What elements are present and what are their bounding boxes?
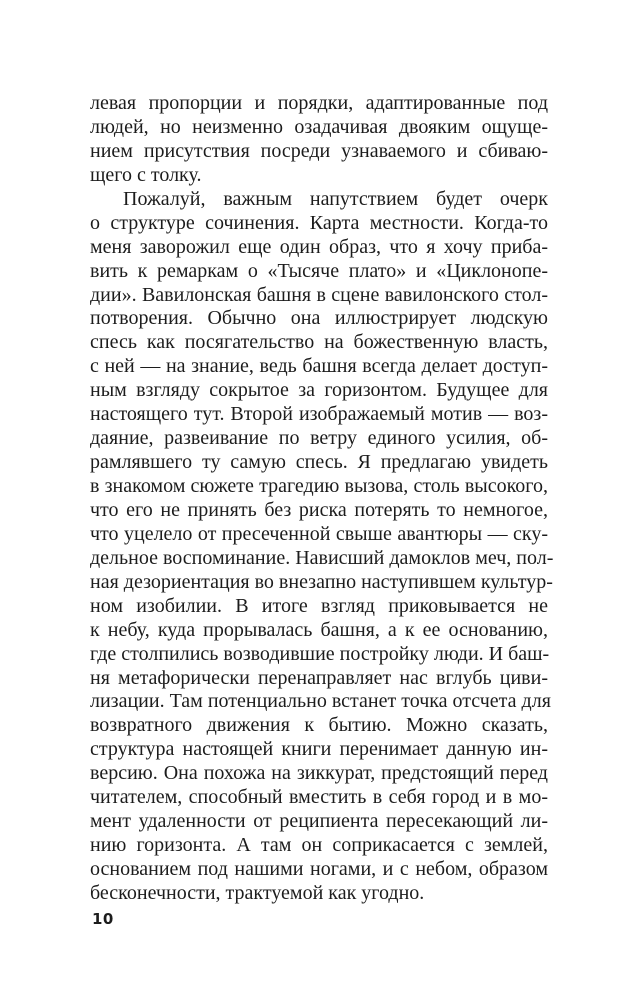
text-line: мент удаленности от реципиента пересекающий ли- — [90, 810, 548, 833]
text-line: настоящего тут. Второй изображаемый мотив — воз- — [90, 403, 548, 426]
text-line: к небу, куда прорывалась башня, а к ее основанию, — [90, 618, 548, 641]
text-line: в знакомом сюжете трагедию вызова, столь высокого, — [90, 475, 548, 497]
text-line: что уцелело от пресеченной свыше авантюры — ску- — [90, 522, 548, 545]
text-line: ня метафорически перенаправляет нас вглубь циви- — [90, 666, 548, 689]
text-line: даяние, развеивание по ветру единого усилия, об- — [90, 427, 548, 450]
text-line: ная дезориентация во внезапно наступившем культур- — [90, 570, 553, 593]
page-number: 10 — [92, 910, 114, 928]
text-line: о структуре сочинения. Карта местности. Когда-то — [90, 211, 548, 234]
text-line: Пожалуй, важным напутствием будет очерк — [123, 187, 548, 210]
text-line: где столпились возводившие постройку люди. И баш- — [90, 642, 550, 665]
text-line: что его не принять без риска потерять то немногое, — [90, 498, 548, 521]
text-line: возвратного движения к бытию. Можно сказать, — [90, 714, 548, 737]
text-line: бесконечности, трактуемой как угодно. — [90, 881, 425, 904]
text-line: потворения. Обычно она иллюстрирует людскую — [90, 307, 548, 330]
text-line: ном изобилии. В итоге взгляд приковывается не — [90, 594, 548, 617]
text-line: рамлявшего ту самую спесь. Я предлагаю увидеть — [90, 451, 548, 474]
text-line: версию. Она похожа на зиккурат, предстоящий перед — [90, 762, 548, 785]
text-line: читателем, способный вместить в себя город и в мо- — [90, 786, 548, 809]
text-line: нию горизонта. А там он соприкасается с землей, — [90, 834, 548, 857]
text-line: щего с толку. — [90, 163, 202, 186]
text-line: левая пропорции и порядки, адаптированные под — [90, 92, 548, 114]
text-line: вить к ремаркам о «Тысяче плато» и «Циклонопе- — [90, 259, 548, 282]
text-line: дии». Вавилонская башня в сцене вавилонского стол- — [90, 283, 548, 306]
text-line: дельное воспоминание. Нависший дамоклов меч, пол- — [90, 546, 554, 569]
text-line: спесь как посягательство на божественную власть, — [90, 331, 548, 354]
text-line: лизации. Там потенциально встанет точка отсчета для — [90, 690, 551, 713]
text-line: меня заворожил еще один образ, что я хочу приба- — [90, 235, 548, 258]
text-line: с ней — на знание, ведь башня всегда делает доступ- — [90, 355, 548, 378]
text-line: структура настоящей книги перенимает данную ин- — [90, 738, 548, 761]
text-line: основанием под нашими ногами, и с небом, образом — [90, 858, 548, 880]
text-line: людей, но неизменно озадачивая двояким ощуще- — [90, 115, 548, 138]
text-line: нием присутствия посреди узнаваемого и сбиваю- — [90, 139, 548, 162]
text-line: ным взгляду сокрытое за горизонтом. Будущее для — [90, 379, 548, 402]
body-text — [90, 92, 554, 906]
